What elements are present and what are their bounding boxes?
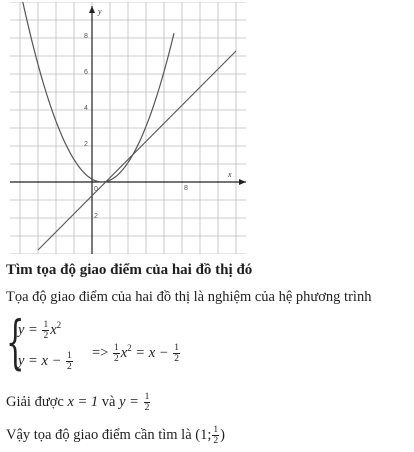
res-frac1-num: 1	[113, 343, 119, 354]
origin-label: 0	[94, 186, 98, 193]
solution-x: x = 1	[67, 393, 99, 410]
eq2-frac-den: 2	[66, 362, 72, 372]
x-axis-label: x	[228, 170, 232, 179]
tick-label-y6: 6	[84, 69, 88, 76]
res-equals: = x −	[131, 345, 173, 361]
eq1-rhs: x	[50, 322, 57, 338]
conclusion-text: Vậy tọa độ giao điểm cần tìm là	[6, 426, 196, 443]
res-frac2-den: 2	[174, 354, 179, 365]
tick-label-y4: 4	[84, 105, 88, 112]
tick-label-y-neg2: 2	[94, 213, 98, 220]
solution-line	[6, 392, 151, 413]
eq1-exponent: 2	[56, 320, 62, 330]
section-heading: Tìm tọa độ giao điểm của hai đồ thị đó	[6, 262, 253, 278]
res-frac1-den: 2	[113, 354, 119, 365]
solution-y-den: 2	[144, 403, 150, 413]
equation-2	[18, 351, 74, 372]
graph-svg	[10, 2, 246, 254]
res-fraction-1	[113, 343, 120, 364]
tick-label-y8: 8	[84, 33, 88, 40]
equation-system	[6, 308, 266, 379]
solution-y-fraction	[144, 392, 151, 413]
resulting-equation	[92, 343, 181, 364]
res-fraction-2	[173, 343, 180, 364]
eq1-frac-den: 2	[43, 331, 49, 342]
equation-1	[18, 320, 61, 341]
point-close: )	[220, 426, 225, 443]
implies-arrow: =>	[92, 345, 112, 361]
intro-text: Tọa độ giao điểm của hai đồ thị là nghiệm của hệ phương trình	[6, 289, 372, 305]
straight-line	[38, 51, 236, 250]
solution-y-num: 1	[144, 392, 150, 402]
eq2-fraction	[66, 351, 73, 372]
grid	[10, 2, 246, 254]
graph-figure	[10, 2, 246, 254]
y-axis-arrow	[89, 6, 95, 13]
eq1-lhs: y =	[18, 322, 42, 338]
solution-y: y =	[119, 393, 143, 410]
res-frac2-num: 1	[174, 343, 179, 354]
res-exponent: 2	[127, 343, 132, 353]
tick-label-y2: 2	[84, 141, 88, 148]
conclusion-line	[6, 425, 225, 446]
solution-and: và	[98, 393, 120, 410]
eq2-lhs: y = x −	[18, 352, 65, 369]
solution-prefix: Giải được	[6, 393, 68, 410]
eq1-fraction	[42, 320, 49, 341]
res-variable: x	[120, 345, 128, 361]
eq1-frac-num: 1	[43, 320, 49, 331]
eq2-frac-num: 1	[66, 351, 72, 361]
system-brace: {	[6, 308, 25, 376]
tick-label-x: 8	[184, 185, 188, 192]
point-den: 2	[213, 436, 219, 446]
point-num: 1	[213, 425, 219, 435]
point-open: (1;	[195, 426, 212, 443]
y-axis-label: y	[98, 7, 102, 16]
point-fraction	[212, 425, 219, 446]
x-axis-arrow	[239, 179, 246, 185]
